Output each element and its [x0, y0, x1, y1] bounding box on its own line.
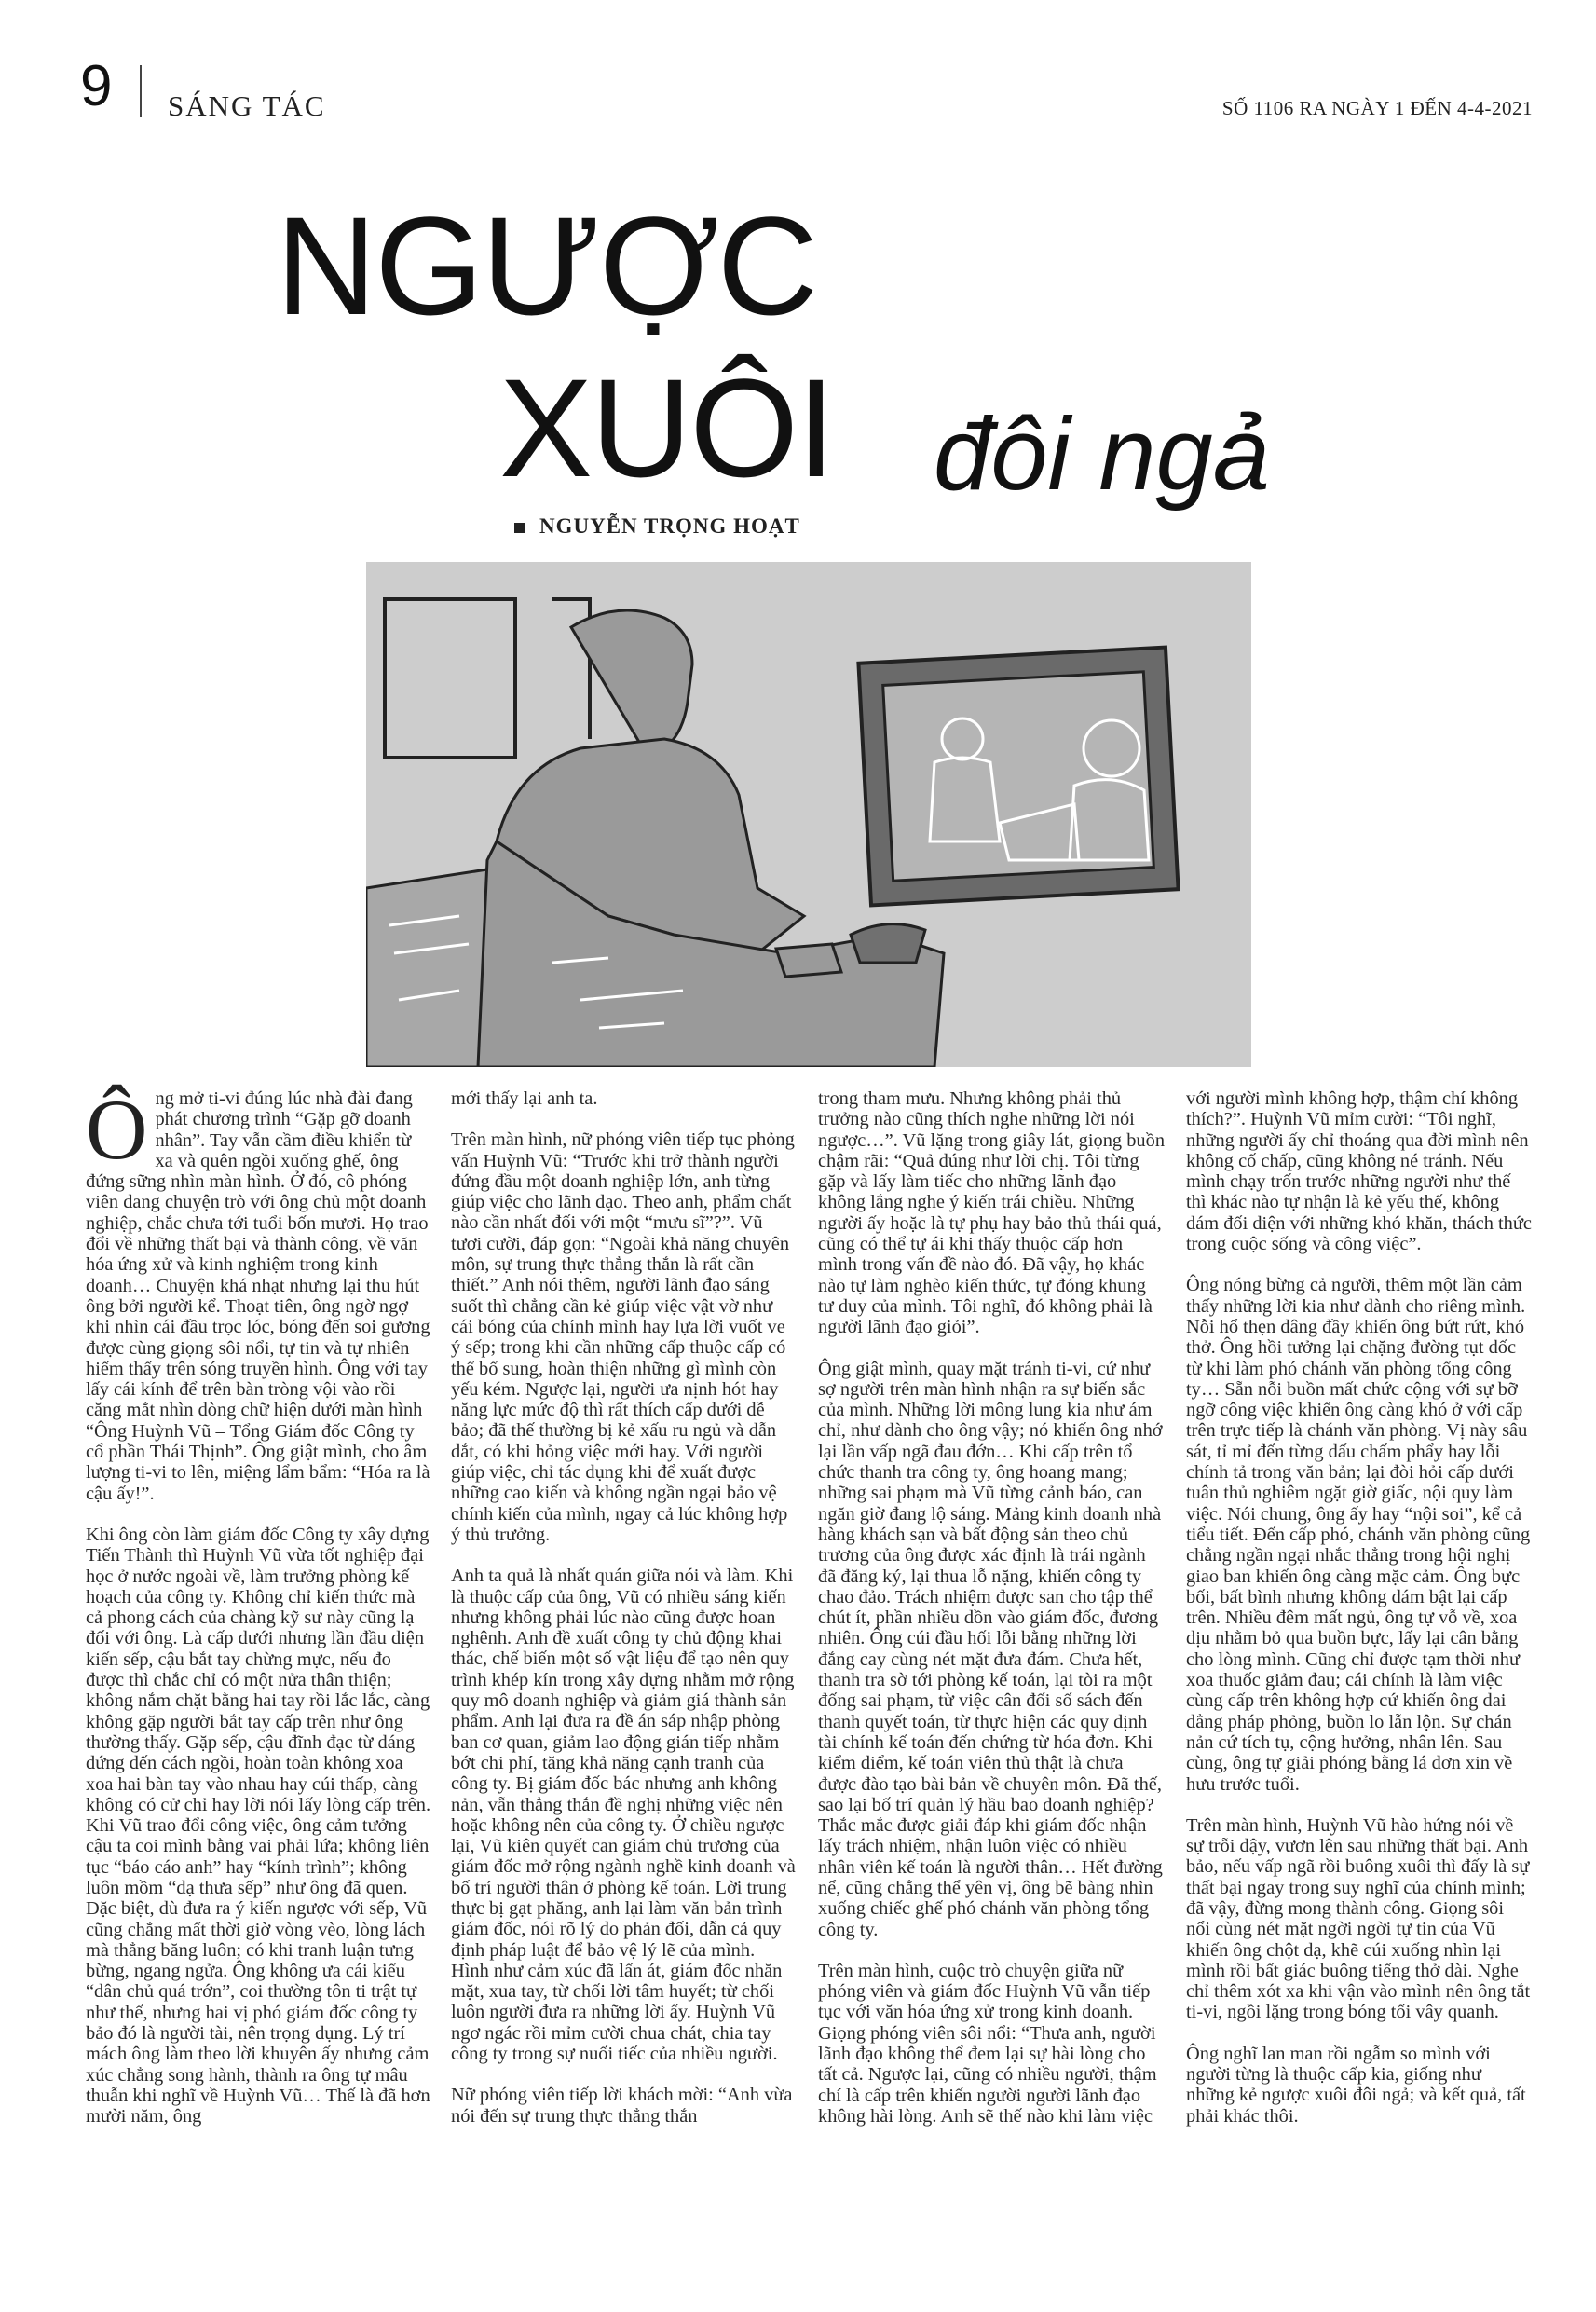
drop-cap: Ô — [86, 1082, 148, 1177]
article-paragraph: Anh ta quả là nhất quán giữa nói và làm. Khi là thuộc cấp của ông, Vũ có nhiều sáng kiến nhưng không phải lúc nào cũng được hoan nghênh. Anh đề xuất công ty chủ động khai thác, chế biến một số vật liệu để tạo nên quy trình khép kín trong xây dựng nhằm mở rộng quy mô doanh nghiệp và giảm giá thành sản phẩm. Anh lại đưa ra đề án sáp nhập phòng ban cơ quan, giảm lao động gián tiếp nhằm bớt chi phí, tăng khả năng cạnh tranh của công ty. Bị giám đốc bác nhưng anh không nản, vẫn thẳng thắn đề nghị những việc nên hoặc không nên của công ty. Ở chiều ngược lại, Vũ kiên quyết can giám chủ trương của giám đốc mở rộng ngành nghề kinh doanh và bố trí người thân ở phòng kế toán. Lời trung thực bị gạt phăng, anh lại làm văn bản trình giám đốc, nói rõ lý do phản đối, dẫn cả quy định pháp luật để bảo vệ lý lẽ của mình. Hình như cảm xúc đã lấn át, giám đốc nhăn mặt, xua tay, từ chối lời tâm huyết; từ chối luôn người đưa ra những lời ấy. Huỳnh Vũ ngơ ngác rồi mỉm cười chua chát, chia tay công ty trong sự nuối tiếc của nhiều người. — [451, 1566, 796, 2065]
article-column-3 — [818, 1088, 1165, 2127]
article-paragraph: Trên màn hình, Huỳnh Vũ hào hứng nói về sự trỗi dậy, vươn lên sau những thất bại. Anh bảo, nếu vấp ngã rồi buông xuôi thì đấy là sự thất bại ngay trong suy nghĩ của chính mình; đã vậy, đừng mong thành công. Giọng sôi nổi cùng nét mặt ngời ngời tự tin của Vũ khiến ông chột dạ, khẽ cúi xuống nhìn lại mình rồi bất giác buông tiếng thở dài. Nghe chỉ thêm xót xa khi vận vào mình nên ông tắt ti-vi, ngồi lặng trong bóng tối vây quanh. — [1186, 1814, 1531, 2023]
article-paragraph: Ông nóng bừng cả người, thêm một lần cảm thấy những lời kia như dành cho riêng mình. Nỗi hổ thẹn dâng đầy khiến ông bứt rứt, khó thở. Ông hồi tưởng lại chặng đường tụt dốc từ khi làm phó chánh văn phòng tổng công ty… Sẵn nỗi buồn mất chức cộng với sự bỡ ngỡ công việc khiến ông càng khó ở với cấp trên trực tiếp là chánh văn phòng. Vị này sâu sát, tỉ mỉ đến từng dấu chấm phẩy hay lỗi chính tả trong văn bản; lại đòi hỏi cấp dưới tuân thủ nghiêm ngặt giờ giấc, nội quy làm việc. Nói chung, ông ấy hay “nội soi”, kể cả tiểu tiết. Đến cấp phó, chánh văn phòng cũng chẳng ngần ngại nhắc thẳng trong hội nghị giao ban khiến ông càng mặc cảm. Ông bực bối, bất bình nhưng không dám bật lại cấp trên. Nhiều đêm mất ngủ, ông tự vỗ về, xoa dịu nhằm bỏ qua buồn bực, lấy lại cân bằng cho lòng mình. Cũng chỉ được tạm thời như xoa thuốc giảm đau; cái chính là làm việc cùng cấp trên không hợp cứ khiến ông dai dẳng pháp phỏng, buồn lo lẫn lộn. Sự chán nản cứ tích tụ, cộng hưởng, nhân lên. Sau cùng, ông tự giải phóng bằng lá đơn xin về hưu trước tuổi. — [1186, 1275, 1531, 1795]
header-divider — [140, 65, 142, 117]
article-paragraph: trong tham mưu. Nhưng không phải thủ trưởng nào cũng thích nghe những lời nói ngược…”. Vũ lặng trong giây lát, giọng buồn chậm rãi: “Quả đúng như lời chị. Tôi từng gặp và lấy làm tiếc cho những lãnh đạo không lắng nghe ý kiến trái chiều. Những người ấy hoặc là tự phụ hay bảo thủ thái quá, cũng có thể tự ái khi thấy thuộc cấp hơn mình trong vấn đề nào đó. Đã vậy, họ khác nào tự làm nghèo kiến thức, tự đóng khung tư duy của mình. Tôi nghĩ, đó không phải là người lãnh đạo giỏi”. — [818, 1088, 1166, 1338]
article-paragraph: Trên màn hình, cuộc trò chuyện giữa nữ phóng viên và giám đốc Huỳnh Vũ vẫn tiếp tục với văn hóa ứng xử trong kinh doanh. Giọng phóng viên sôi nổi: “Thưa anh, người lãnh đạo không thể đem lại sự hài lòng cho tất cả. Ngược lại, cũng có nhiều người, thậm chí là cấp trên khiến người người lãnh đạo không hài lòng. Anh sẽ thế nào khi làm việc — [818, 1960, 1157, 2127]
article-paragraph: Ông giật mình, quay mặt tránh ti-vi, cứ như sợ người trên màn hình nhận ra sự biến sắc của mình. Những lời mông lung kia như ám chỉ, như dành cho ông vậy; nó khiến ông nhớ lại lần vấp ngã đau đớn… Khi cấp trên tổ chức thanh tra công ty, ông hoang mang; những sai phạm mà Vũ từng cảnh báo, can ngăn giờ đang lộ sáng. Mảng kinh doanh nhà hàng khách sạn và bất động sản theo chủ trương của ông được xác định là trái ngành đã đăng ký, lại thua lỗ nặng, khiến công ty chao đảo. Trách nhiệm được san cho tập thể chút ít, phần nhiều dồn vào giám đốc, đương nhiên. Ông cúi đầu hối lỗi bằng những lời đắng cay cùng nét mặt đưa đám. Chưa hết, thanh tra sờ tới phòng kế toán, lại tòi ra một đống sai phạm, từ việc cân đối số sách đến thanh quyết toán, từ thực hiện các quy định tài chính kế toán đến chứng từ hóa đơn. Khi kiểm điểm, kế toán viên thủ thật là chưa được đào tạo bài bản về chuyên môn. Đã thế, sao lại bố trí quản lý hầu bao doanh nghiệp? Thắc mắc được giải đáp khi giám đốc nhận lấy trách nhiệm, nhận luôn việc có nhiều nhân viên kế toán là người thân… Hết đường nể, cũng chẳng thể yên vị, ông bẽ bàng nhìn xuống chiếc ghế phó chánh văn phòng tổng công ty. — [818, 1358, 1163, 1940]
byline-square-icon — [514, 523, 525, 533]
issue-info: SỐ 1106 RA NGÀY 1 ĐẾN 4-4-2021 — [1221, 97, 1533, 119]
page-header — [0, 0, 1596, 130]
article-paragraph: Trên màn hình, nữ phóng viên tiếp tục phỏng vấn Huỳnh Vũ: “Trước khi trở thành người đứng đầu một doanh nghiệp lớn, anh từng giúp việc cho lãnh đạo. Theo anh, phẩm chất nào cần nhất đối với một “mưu sĩ”?”. Vũ tươi cười, đáp gọn: “Ngoài khả năng chuyên môn, sự trung thực thẳng thắn là rất cần thiết.” Anh nói thêm, người lãnh đạo sáng suốt thì chẳng cần kẻ giúp việc vật vờ như cái bóng của chính mình hay lựa lời vuốt ve ý sếp; trong khi cần những cấp thuộc cấp có thể bổ sung, hoàn thiện những gì mình còn yếu kém. Ngược lại, người ưa nịnh hót hay năng lực mức độ thì rất thích cấp dưới dễ bảo; đã thế thường bị kẻ xấu ru ngủ và dẫn dắt, có khi hỏng việc mới hay. Với người giúp việc, chỉ tác dụng khi để xuất được những cao kiến và không ngần ngại bảo vệ chính kiến của mình, ngay cả lúc không hợp ý thủ trưởng. — [451, 1129, 795, 1545]
title-line-2: XUÔI — [499, 349, 834, 506]
illustration-drawing — [366, 562, 1251, 1067]
article-paragraph: Khi ông còn làm giám đốc Công ty xây dựng Tiến Thành thì Huỳnh Vũ vừa tốt nghiệp đại học ở nước ngoài về, làm trưởng phòng kế hoạch của công ty. Không chỉ kiến thức mà cả phong cách của chàng kỹ sư này cũng lạ đối với ông. Là cấp dưới nhưng lần đầu diện kiến sếp, cậu bắt tay chừng mực, nếu đo được thì chắc chỉ có một nửa thân thiện; không nắm chặt bằng hai tay rồi lắc lắc, càng không gặp người bắt tay cấp trên như ông thường thấy. Gặp sếp, cậu đĩnh đạc từ dáng đứng đến cách ngồi, hoàn toàn không xoa xoa hai bàn tay vào nhau hay cúi thấp, càng không có cử chỉ hay lời nói lấy lòng cấp trên. Khi Vũ trao đổi công việc, ông cảm tưởng cậu ta coi mình bằng vai phải lứa; không liên tục “báo cáo anh” hay “kính trình”; không luôn mồm “dạ thưa sếp” như ông đã quen. Đặc biệt, dù đưa ra ý kiến ngược với sếp, Vũ cũng chẳng mất thời giờ vòng vèo, lòng lách mà thẳng băng luôn; có khi tranh luận tưng bừng, ngang ngửa. Ông không ưa cái kiểu “dân chủ quá trớn”, coi thường tôn ti trật tự như thế, nhưng hai vị phó giám đốc công ty bảo đó là người tài, nên trọng dụng. Lý trí mách ông làm theo lời khuyên ấy nhưng cảm xúc chẳng song hành, thành ra ông tự mâu thuẫn khi nghĩ về Huỳnh Vũ… Thế là đã hơn mười năm, ông — [86, 1524, 431, 2127]
paragraph-text: ng mở ti-vi đúng lúc nhà đài đang phát chương trình “Gặp gỡ doanh nhân”. Tay vẫn cầm điều khiển từ xa và quên ngồi xuống ghế, ông đứng sững nhìn màn hình. Ở đó, cô phóng viên đang chuyện trò với ông chủ một doanh nghiệp, chắc chưa tới tuổi bốn mươi. Họ trao đổi về những thất bại và thành công, về văn hóa ứng xử và kinh nghiệm trong kinh doanh… Chuyện khá nhạt nhưng lại thu hút ông bởi người kể. Thoạt tiên, ông ngờ ngợ khi nhìn cái đầu trọc lóc, bóng đến soi gương được cùng giọng sôi nổi, tự tin và tự nhiên hiếm thấy trên sóng truyền hình. Ông với tay lấy cái kính để trên bàn tròng vội vào rồi căng mắt nhìn dòng chữ hiện dưới màn hình “Ông Huỳnh Vũ – Tổng Giám đốc Công ty cổ phần Thái Thịnh”. Ông giật mình, cho âm lượng ti-vi to lên, miệng lẩm bẩm: “Hóa ra là cậu ấy!”. — [86, 1088, 430, 1504]
author-name: NGUYỄN TRỌNG HOẠT — [539, 514, 800, 538]
title-line-1: NGƯỢC — [276, 187, 817, 344]
section-label: SÁNG TÁC — [168, 89, 326, 122]
article-column-4 — [1186, 1088, 1533, 2127]
author-byline — [514, 514, 800, 539]
article-paragraph — [86, 1082, 432, 1504]
story-illustration — [366, 562, 1251, 1067]
article-paragraph: Ông nghĩ lan man rồi ngẫm so mình với người từng là thuộc cấp kia, giống như những kẻ ngược xuôi đôi ngả; và kết quả, tất phải khác thôi. — [1186, 2043, 1526, 2127]
title-line-3: đôi ngả — [934, 397, 1270, 512]
article-paragraph: Nữ phóng viên tiếp lời khách mời: “Anh vừa nói đến sự trung thực thẳng thắn — [451, 2085, 793, 2127]
article-paragraph: mới thấy lại anh ta. — [451, 1088, 598, 1109]
article-paragraph: với người mình không hợp, thậm chí không thích?”. Huỳnh Vũ mỉm cười: “Tôi nghĩ, những người ấy chỉ thoáng qua đời mình nên không cố chấp, cũng không né tránh. Nếu mình chạy trốn trước những người như thế thì khác nào tự nhận là kẻ yếu thế, không dám đối diện với những khó khăn, thách thức trong cuộc sống và công việc”. — [1186, 1088, 1532, 1255]
article-column-2 — [451, 1088, 798, 2127]
article-column-1 — [86, 1082, 432, 2127]
page-number: 9 — [80, 54, 113, 118]
